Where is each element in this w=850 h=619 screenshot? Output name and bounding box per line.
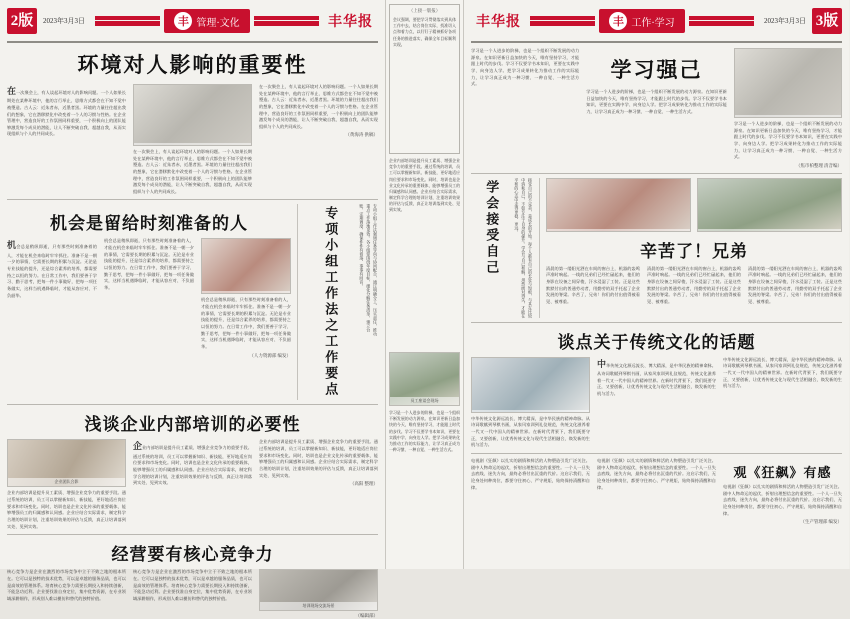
article-title-b2: 辛苦了！兄弟 bbox=[640, 241, 748, 261]
photo-q2-caption bbox=[547, 229, 690, 231]
photo-q1-caption bbox=[735, 115, 841, 117]
article-body-b2a: 清晨的第一缕阳光洒在车间的窗台上，机器的轰鸣声准时响起。一线的兄弟们已经忙碌起来，他们的身影在设备之间穿梭，汗水浸湿了工装。正是这些默默付出的普通劳动者，用勤劳的双手托起了企业发展的脊梁。辛苦了，兄弟！你们的付出值得被看见、被尊重。 bbox=[546, 265, 640, 305]
side-column-body: 会议强调，要把学习贯彻落实到具体工作中去，结合岗位实际，找准切入点和着力点，以钉钉子精神抓好各项任务的推进落实，确保全年目标顺利实现。 bbox=[393, 18, 456, 47]
article-title-b1: 学习强己 bbox=[610, 58, 703, 82]
left-page bbox=[0, 0, 386, 619]
center-gutter-column bbox=[386, 0, 464, 569]
article-title-2: 机会是留给时刻准备的人 bbox=[50, 214, 248, 234]
left-masthead bbox=[7, 6, 378, 36]
article-body-b1b: 学习是一个人进步的阶梯，也是一个组织不断发展的动力源泉。在知识更新日益加快的今天，唯有坚持学习，才能跟上时代的步伐。学习不仅要学书本知识，更要在实践中学、向身边人学。把学习成果转化为推动工作的实际能力，让学习真正成为一种习惯、一种自觉、一种生活方式。 bbox=[586, 89, 727, 114]
masthead-rule-right-1 bbox=[530, 16, 595, 26]
side-column-box bbox=[389, 4, 460, 154]
left-page-number: 2版 bbox=[7, 8, 37, 34]
photo-q3 bbox=[697, 178, 842, 232]
photo-1 bbox=[133, 84, 252, 146]
photo-5 bbox=[201, 238, 291, 294]
article-body-3a: 企业内部培训是提升员工素质、增强企业竞争力的重要手段。通过系统的培训，员工可以掌握新知识、新技能，更好地适应岗位要求和市场变化。同时，培训也是企业文化传承的重要载体，能够增强员工的归属感和认同感。企业应结合实际需求，制定科学合理的培训计划，注重培训效果的评估与反馈，真正让培训落到实处、见到实效。 bbox=[7, 490, 126, 529]
article-body-b1a: 学习是一个人进步的阶梯，也是一个组织不断发展的动力源泉。在知识更新日益加快的今天，唯有坚持学习，才能跟上时代的步伐。学习不仅要学书本知识，更要在实践中学、向身边人学。把学习成果转化为推动工作的实际能力，让学习真正成为一种习惯、一种自觉、一种生活方式。 bbox=[471, 48, 580, 87]
right-date: 2023年3月3日 bbox=[764, 17, 806, 25]
gutter-filler-text-2: 学习是一个人进步的阶梯，也是一个组织不断发展的动力源泉。在知识更新日益加快的今天，唯有坚持学习，才能跟上时代的步伐。学习不仅要学书本知识，更要在实践中学、向身边人学。把学习成果转化为推动工作的实际能力，让学习真正成为一种习惯、一种自觉、一种生活方式。 bbox=[389, 411, 460, 453]
article-body-4a: 核心竞争力是企业在激烈的市场竞争中立于不败之地的根本所在。它可以是独特的技术优势，可以是卓越的服务品质，也可以是高效的管理体系。培育核心竞争力需要长期投入和持续创新，不能急功近利。企业要找准自身定位，集中优势资源，在专业领域深耕细作，形成别人难以模仿和替代的独特价值。 bbox=[7, 569, 126, 601]
article-body-b3a: 中华传统文化源远流长、博大精深，是中华民族的精神命脉。从诗词歌赋到琴棋书画，从家风家训到礼仪规范，传统文化滋养着一代又一代中国人的精神世界。在新时代背景下，我们既要守正，又要创新，让优秀传统文化与现代生活相融合，焕发新的生机与活力。 bbox=[471, 415, 590, 448]
photo-3-caption: 培训现场交流场景 bbox=[260, 602, 377, 610]
photo-q2 bbox=[546, 178, 691, 232]
article-body-1b: 在一次聚会上，有人谈起环境对人的影响问题。一个人如果长期处在某种环境中，他的言行举止、思维方式都会在不知不觉中被塑造。古人云：近朱者赤，近墨者黑。环境的力量往往超出我们的想象，它在潜移默化中改变着一个人的习惯与性格。在企业管理中，营造良好的工作氛围同样重要，一个积极向上的团队能够激发每个成员的潜能，让人不断突破自我、超越自我，从而实现组织与个人的共同成长。 bbox=[133, 149, 252, 194]
article-body-b4a: 电视剧《狂飙》以扎实的剧情和鲜活的人物塑造引发广泛关注。剧中人物命运的起伏，折射出理想信念的重要性。一个人一旦失去底线、迷失方向，最终必将付出沉重的代价。这启示我们，无论身处何种岗位，都要守住初心、严守规矩，始终保持清醒和自律。 bbox=[471, 458, 590, 490]
left-date: 2023年3月3日 bbox=[43, 17, 85, 25]
photo-1-caption bbox=[134, 143, 251, 145]
article-credit-4: （编辑部） bbox=[355, 613, 378, 619]
right-section-label bbox=[599, 9, 684, 33]
left-section-text: 管理·文化 bbox=[196, 17, 240, 29]
vertical-column-title: 专项小组工作法之工作要点 bbox=[323, 206, 339, 399]
article-credit-2: （人力资源部 编发） bbox=[249, 352, 291, 358]
gutter-photo bbox=[389, 352, 460, 406]
article-body-b3c: 中华传统文化源远流长、博大精深，是中华民族的精神命脉。从诗词歌赋到琴棋书画，从家风家训到礼仪规范，传统文化滋养着一代又一代中国人的精神世界。在新时代背景下，我们既要守正，又要创新，让优秀传统文化与现代生活相融合，焕发新的生机与活力。 bbox=[723, 356, 842, 389]
right-masthead bbox=[471, 6, 842, 36]
masthead-rule-left-2 bbox=[254, 16, 319, 26]
article-body-1a: 在一次聚会上，有人谈起环境对人的影响问题。一个人如果长期处在某种环境中，他的言行举止、思维方式都会在不知不觉中被塑造。古人云：近朱者赤，近墨者黑。环境的力量往往超出我们的想象，它在潜移默化中改变着一个人的习惯与性格。在企业管理中，营造良好的工作氛围同样重要，一个积极向上的团队能够激发每个成员的潜能，让人不断突破自我、超越自我，从而实现组织与个人的共同成长。 bbox=[7, 86, 126, 137]
photo-5-caption bbox=[202, 291, 290, 293]
photo-2-caption: 企业团队合影 bbox=[8, 478, 125, 486]
article-body-b3b: 中华传统文化源远流长、博大精深，是中华民族的精神命脉。从诗词歌赋到琴棋书画，从家风家训到礼仪规范，传统文化滋养着一代又一代中国人的精神世界。在新时代背景下，我们既要守正，又要创新，让优秀传统文化与现代生活相融合，焕发新的生机与活力。 bbox=[597, 358, 716, 396]
gutter-photo-caption: 员工座谈会现场 bbox=[390, 397, 459, 405]
photo-q4 bbox=[471, 357, 590, 413]
vertical-column-body: 专项小组工作法强调任务导向与协同配合，通过明确分工、压实责任，推动重点工作落地见效。各小组要围绕年度目标，细化分解任务清单，建立台账，定期调度，确保件件有着落、事事有回音。 bbox=[359, 204, 378, 337]
article-credit-3: （高阳 整理） bbox=[349, 481, 378, 487]
right-vertical-title: 学会接受自己 bbox=[484, 179, 500, 276]
left-vertical-column bbox=[304, 204, 378, 400]
article-body-1c: 在一次聚会上，有人谈起环境对人的影响问题。一个人如果长期处在某种环境中，他的言行举止、思维方式都会在不知不觉中被塑造。古人云：近朱者赤，近墨者黑。环境的力量往往超出我们的想象，它在潜移默化中改变着一个人的习惯与性格。在企业管理中，营造良好的工作氛围同样重要，一个积极向上的团队能够激发每个成员的潜能，让人不断突破自我、超越自我，从而实现组织与个人的共同成长。 bbox=[259, 84, 378, 129]
right-page-number: 3版 bbox=[812, 8, 842, 34]
article-body-2a: 机会总是稍纵即逝，只有那些时刻准备着的人，才能在机会来临时牢牢抓住。准备不是一朝一夕的事情，它需要长期的积累与沉淀。无论是专业技能的提升，还是综合素养的培养，都需要持之以恒的努力。在日常工作中，我们要善于学习、勤于思考，把每一件小事做好，把每一项任务做实，这样当机遇降临时，才能从容应对、不负韶华。 bbox=[7, 240, 97, 298]
photo-3 bbox=[259, 569, 378, 611]
article-body-b1c: 学习是一个人进步的阶梯，也是一个组织不断发展的动力源泉。在知识更新日益加快的今天，唯有坚持学习，才能跟上时代的步伐。学习不仅要学书本知识，更要在实践中学、向身边人学。把学习成果转化为推动工作的实际能力，让学习真正成为一种习惯、一种自觉、一种生活方式。 bbox=[733, 121, 843, 160]
right-paper-name: 丰华报 bbox=[476, 15, 521, 30]
masthead-rule-left bbox=[95, 16, 160, 26]
paper-logo-icon-right: 丰 bbox=[609, 12, 627, 30]
article-body-3b: 企业内部培训是提升员工素质、增强企业竞争力的重要手段。通过系统的培训，员工可以掌握新知识、新技能，更好地适应岗位要求和市场变化。同时，培训也是企业文化传承的重要载体，能够增强员工的归属感和认同感。企业应结合实际需求，制定科学合理的培训计划，注重培训效果的评估与反馈，真正让培训落到实处、见到实效。 bbox=[133, 441, 252, 486]
article-credit-1: （黄海涛 供稿） bbox=[345, 132, 378, 138]
article-body-b4b: 电视剧《狂飙》以扎实的剧情和鲜活的人物塑造引发广泛关注。剧中人物命运的起伏，折射出理想信念的重要性。一个人一旦失去底线、迷失方向，最终必将付出沉重的代价。这启示我们，无论身处何种岗位，都要守住初心、严守规矩，始终保持清醒和自律。 bbox=[597, 458, 716, 490]
article-title-b4: 观《狂飙》有感 bbox=[733, 465, 832, 481]
masthead-rule-right-2 bbox=[689, 16, 754, 26]
left-section-label bbox=[164, 9, 249, 33]
article-title-3: 浅谈企业内部培训的必要性 bbox=[84, 415, 301, 435]
article-title-1: 环境对人影响的重要性 bbox=[77, 53, 308, 77]
article-title-b3: 谈点关于传统文化的话题 bbox=[557, 332, 756, 352]
left-paper-name: 丰华报 bbox=[328, 15, 373, 30]
article-body-3c: 企业内部培训是提升员工素质、增强企业竞争力的重要手段。通过系统的培训，员工可以掌握新知识、新技能，更好地适应岗位要求和市场变化。同时，培训也是企业文化传承的重要载体，能够增强员工的归属感和认同感。企业应结合实际需求，制定科学合理的培训计划，注重培训效果的评估与反馈，真正让培训落到实处、见到实效。 bbox=[259, 439, 378, 478]
photo-q1 bbox=[734, 48, 842, 118]
photo-2 bbox=[7, 439, 126, 487]
article-body-2b: 机会总是稍纵即逝，只有那些时刻准备着的人，才能在机会来临时牢牢抓住。准备不是一朝一夕的事情，它需要长期的积累与沉淀。无论是专业技能的提升，还是综合素养的培养，都需要持之以恒的努力。在日常工作中，我们要善于学习、勤于思考，把每一件小事做好，把每一项任务做实，这样当机遇降临时，才能从容应对、不负韶华。 bbox=[104, 238, 194, 290]
article-body-b2b: 清晨的第一缕阳光洒在车间的窗台上，机器的轰鸣声准时响起。一线的兄弟们已经忙碌起来，他们的身影在设备之间穿梭，汗水浸湿了工装。正是这些默默付出的普通劳动者，用勤劳的双手托起了企业发展的脊梁。辛苦了，兄弟！你们的付出值得被看见、被尊重。 bbox=[647, 265, 741, 305]
side-column-heading: （上接一版报） bbox=[408, 8, 441, 13]
gutter-filler-text-1: 企业内部培训是提升员工素质、增强企业竞争力的重要手段。通过系统的培训，员工可以掌握新知识、新技能，更好地适应岗位要求和市场变化。同时，培训也是企业文化传承的重要载体，能够增强员工的归属感和认同感。企业应结合实际需求，制定科学合理的培训计划，注重培训效果的评估与反馈，真正让培训落到实处、见到实效。 bbox=[389, 159, 460, 213]
article-body-2c: 机会总是稍纵即逝，只有那些时刻准备着的人，才能在机会来临时牢牢抓住。准备不是一朝一夕的事情，它需要长期的积累与沉淀。无论是专业技能的提升，还是综合素养的培养，都需要持之以恒的努力。在日常工作中，我们要善于学习、勤于思考，把每一件小事做好，把每一项任务做实，这样当机遇降临时，才能从容应对、不负韶华。 bbox=[201, 297, 291, 349]
article-credit-b1: （焦市柏整理 清音编） bbox=[795, 162, 843, 168]
right-page bbox=[464, 0, 849, 569]
right-vertical-body: 接受自己的不完美，是成长的开始。每个人都有自己的长处与短板，与其在比较中消耗自己，不如专注于自身的提升。学会与自己和解，坦然面对得失，才能在平和的心态中走得更稳、更远。 bbox=[514, 177, 533, 318]
article-body-b4c: 电视剧《狂飙》以扎实的剧情和鲜活的人物塑造引发广泛关注。剧中人物命运的起伏，折射出理想信念的重要性。一个人一旦失去底线、迷失方向，最终必将付出沉重的代价。这启示我们，无论身处何种岗位，都要守住初心、严守规矩，始终保持清醒和自律。 bbox=[723, 484, 842, 516]
article-body-4b: 核心竞争力是企业在激烈的市场竞争中立于不败之地的根本所在。它可以是独特的技术优势，可以是卓越的服务品质，也可以是高效的管理体系。培育核心竞争力需要长期投入和持续创新，不能急功近利。企业要找准自身定位，集中优势资源，在专业领域深耕细作，形成别人难以模仿和替代的独特价值。 bbox=[133, 569, 252, 601]
photo-q3-caption bbox=[698, 229, 841, 231]
article-credit-b4: （生产管理部 编发） bbox=[800, 519, 842, 525]
article-title-4: 经营要有核心竞争力 bbox=[111, 545, 274, 565]
article-body-b2c: 清晨的第一缕阳光洒在车间的窗台上，机器的轰鸣声准时响起。一线的兄弟们已经忙碌起来，他们的身影在设备之间穿梭，汗水浸湿了工装。正是这些默默付出的普通劳动者，用勤劳的双手托起了企业发展的脊梁。辛苦了，兄弟！你们的付出值得被看见、被尊重。 bbox=[748, 265, 842, 305]
photo-q4-caption bbox=[472, 410, 589, 412]
paper-logo-icon: 丰 bbox=[174, 12, 192, 30]
right-vertical-column bbox=[471, 178, 533, 318]
right-section-text: 工作·学习 bbox=[631, 17, 675, 29]
